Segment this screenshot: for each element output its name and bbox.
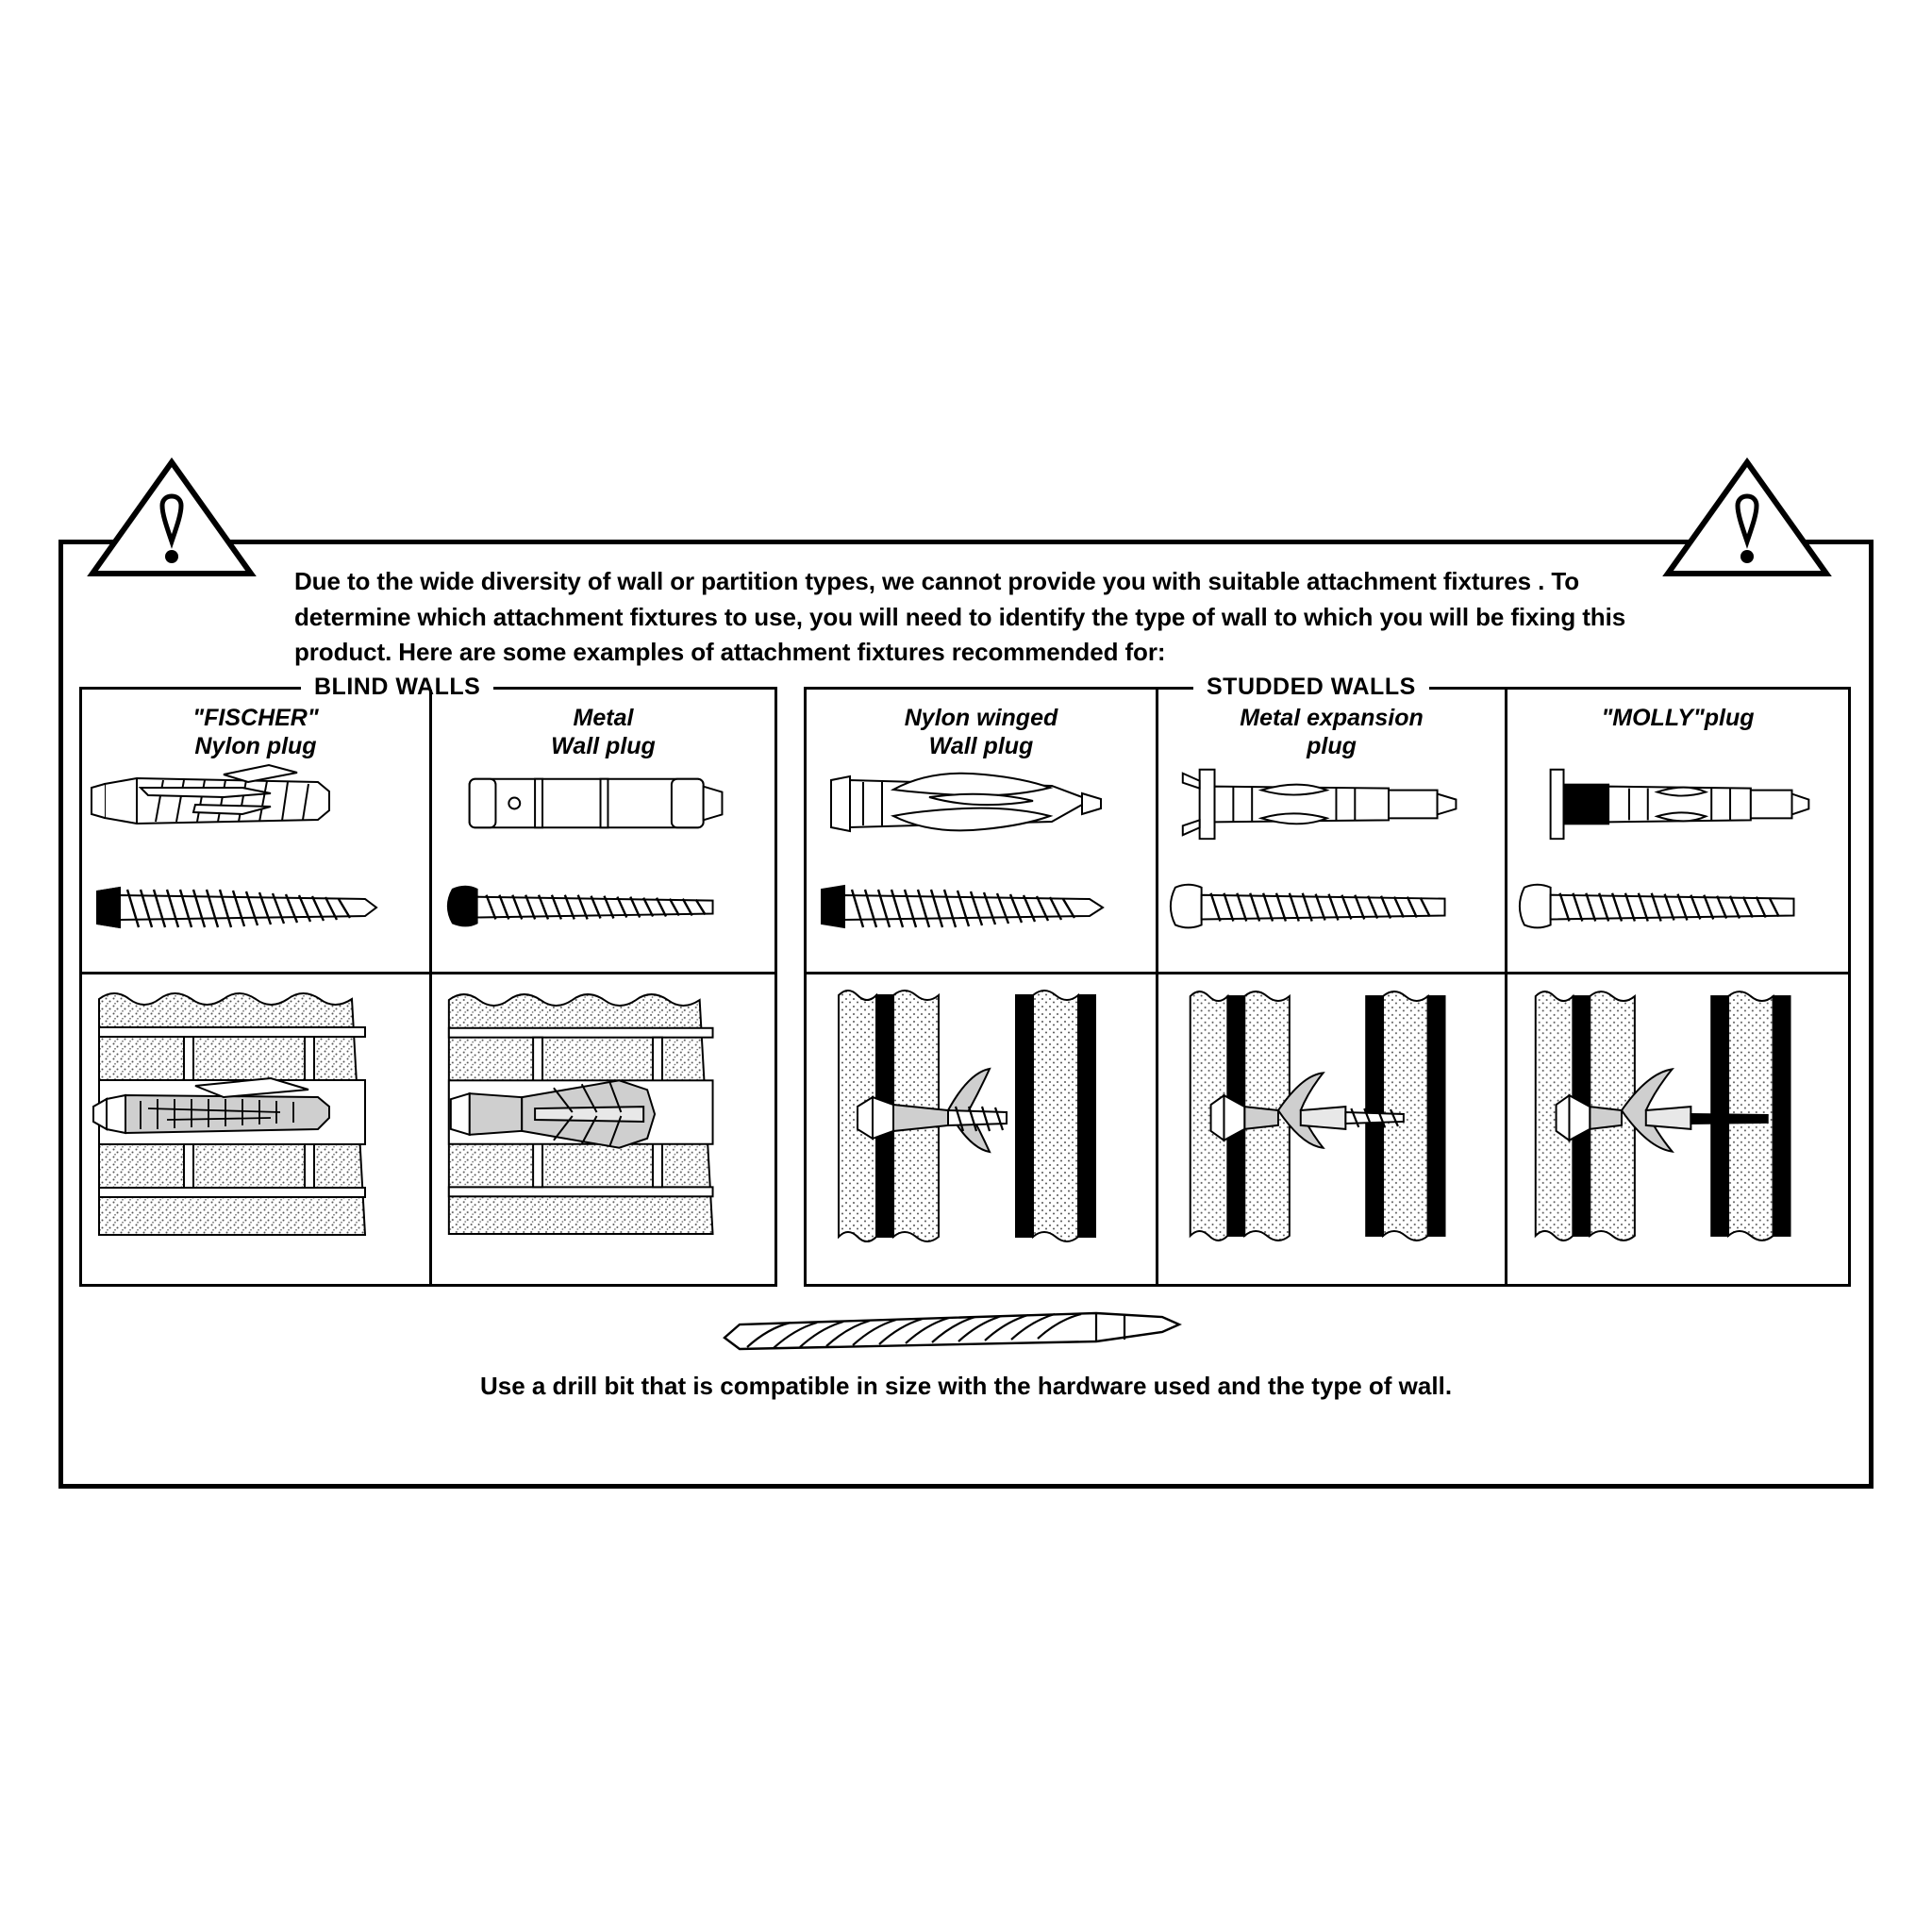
column-molly-plug — [1505, 690, 1848, 1284]
column-heading — [432, 690, 774, 759]
column-heading — [1158, 690, 1505, 759]
part-illustration-metal-expansion — [1158, 748, 1505, 974]
column-heading-line1: "MOLLY"plug — [1601, 705, 1755, 731]
column-heading-line2: Wall plug — [928, 732, 1034, 759]
installation-illustration-metal-wall-plug — [432, 974, 774, 1257]
group-title-studded-walls: STUDDED WALLS — [1193, 674, 1429, 701]
installation-illustration-fischer — [82, 974, 429, 1257]
part-illustration-metal-wall-plug — [432, 748, 774, 974]
installation-illustration-nylon-winged — [807, 974, 1156, 1257]
part-illustration-fischer — [82, 748, 429, 974]
instruction-sheet — [58, 540, 1874, 1489]
column-heading-line1: Metal expansion — [1240, 705, 1424, 731]
footer-note: Use a drill bit that is compatible in size with the hardware used and the type of wall. — [479, 1372, 1453, 1400]
column-heading-line2: plug — [1307, 732, 1357, 759]
intro-paragraph: Due to the wide diversity of wall or partition types, we cannot provide you with suitable attachment fixtures . To determine which attachment fixtures to use, you will need to identify the type of wall to which you will be fixing this product. Here are some examples of attachment fixtures recommended for: — [294, 567, 1626, 667]
warning-triangle-icon — [87, 455, 257, 579]
group-blind-walls — [79, 674, 777, 1287]
column-metal-wall-plug — [429, 690, 774, 1284]
warning-triangle-icon — [1662, 455, 1832, 579]
part-illustration-nylon-winged — [807, 748, 1156, 974]
installation-illustration-molly — [1507, 974, 1848, 1257]
part-illustration-molly — [1507, 748, 1848, 974]
column-heading-line1: Nylon winged — [904, 705, 1058, 731]
column-nylon-winged-wall-plug — [807, 690, 1156, 1284]
column-heading-line2: Wall plug — [551, 732, 656, 759]
column-heading-line2: Nylon plug — [194, 732, 317, 759]
column-fischer-nylon-plug — [82, 690, 429, 1284]
column-heading-line1: "FISCHER" — [192, 705, 319, 731]
drill-bit-icon — [719, 1300, 1191, 1358]
group-studded-walls — [804, 674, 1851, 1287]
column-heading — [1507, 690, 1848, 748]
column-heading — [82, 690, 429, 759]
column-heading-line1: Metal — [573, 705, 634, 731]
group-title-blind-walls: BLIND WALLS — [301, 674, 493, 701]
column-heading — [807, 690, 1156, 759]
installation-illustration-metal-expansion — [1158, 974, 1505, 1257]
column-metal-expansion-plug — [1156, 690, 1505, 1284]
